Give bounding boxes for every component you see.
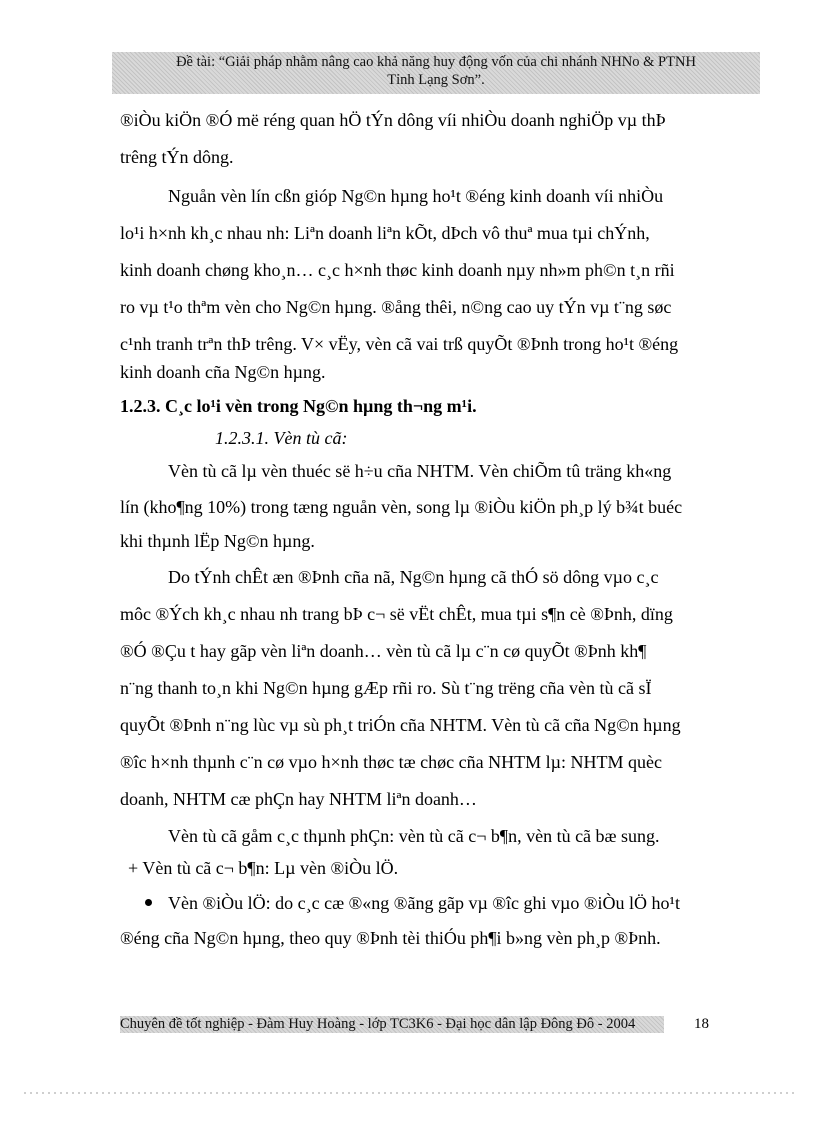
list-item: + Vèn tù cã c¬ b¶n: Lµ vèn ®iÒu lÖ. — [128, 858, 399, 878]
bullet-item — [145, 891, 680, 915]
body-line: c¹nh tranh trªn thÞ trêng. V× vËy, vèn cã vai trß quyÕt ®Þnh trong ho¹t ®éng — [120, 334, 679, 354]
body-line: Nguån vèn lín cßn gióp Ng©n hµng ho¹t ®éng kinh doanh víi nhiÒu — [168, 186, 664, 206]
bullet-text: Vèn ®iÒu lÖ: do c¸c cæ ®«ng ®ãng gãp vµ ®îc ghi vµo ®iÒu lÖ ho¹t — [168, 893, 680, 913]
body-line: Do tÝnh chÊt æn ®Þnh cña nã, Ng©n hµng cã thÓ sö dông vµo c¸c — [168, 567, 659, 587]
header-line-2: Tỉnh Lạng Sơn”. — [387, 72, 485, 88]
body-line: quyÕt ®Þnh n¨ng lùc vµ sù ph¸t triÓn cña NHTM. Vèn tù cã cña Ng©n hµng — [120, 715, 681, 735]
body-line: ro vµ t¹o thªm vèn cho Ng©n hµng. ®ång thêi, n©ng cao uy tÝn vµ t¨ng søc — [120, 297, 672, 317]
body-line: trêng tÝn dông. — [120, 147, 234, 167]
body-line: Vèn tù cã gåm c¸c thµnh phÇn: vèn tù cã c¬ b¶n, vèn tù cã bæ sung. — [168, 826, 660, 846]
header-line-1: Đề tài: “Giải pháp nhằm nâng cao khả năng huy động vốn của chi nhánh NHNo & PTNH — [176, 54, 696, 70]
body-line: ®iÒu kiÖn ®Ó më réng quan hÖ tÝn dông víi nhiÒu doanh nghiÖp vµ thÞ — [120, 110, 666, 130]
bullet-icon — [145, 899, 152, 906]
subsection-heading: 1.2.3.1. Vèn tù cã: — [215, 428, 348, 448]
body-line: ®éng cña Ng©n hµng, theo quy ®Þnh tèi thiÓu ph¶i b»ng vèn ph¸p ®Þnh. — [120, 928, 661, 948]
body-line: khi thµnh lËp Ng©n hµng. — [120, 531, 315, 551]
page-bottom-divider — [24, 1092, 794, 1094]
body-line: lín (kho¶ng 10%) trong tæng nguån vèn, song lµ ®iÒu kiÖn ph¸p lý b¾t buéc — [120, 497, 683, 517]
section-heading: 1.2.3. C¸c lo¹i vèn trong Ng©n hµng th¬ng m¹i. — [120, 396, 477, 416]
body-line: ®îc h×nh thµnh c¨n cø vµo h×nh thøc tæ chøc cña NHTM lµ: NHTM quèc — [120, 752, 662, 772]
page-number: 18 — [694, 1016, 709, 1032]
body-line: kinh doanh chøng kho¸n… c¸c h×nh thøc kinh doanh nµy nh»m ph©n t¸n rñi — [120, 260, 675, 280]
body-line: n¨ng thanh to¸n khi Ng©n hµng gÆp rñi ro. Sù t¨ng trëng cña vèn tù cã sÏ — [120, 678, 652, 698]
body-line: môc ®Ých kh¸c nhau nh trang bÞ c¬ së vËt chÊt, mua tµi s¶n cè ®Þnh, dïng — [120, 604, 673, 624]
body-line: ®Ó ®Çu t hay gãp vèn liªn doanh… vèn tù cã lµ c¨n cø quyÕt ®Þnh kh¶ — [120, 641, 647, 661]
page-footer: Chuyên đề tốt nghiệp - Đàm Huy Hoàng - lớp TC3K6 - Đại học dân lập Đông Đô - 2004 — [120, 1016, 664, 1033]
body-line: doanh, NHTM cæ phÇn hay NHTM liªn doanh… — [120, 789, 477, 809]
body-line: kinh doanh cña Ng©n hµng. — [120, 362, 326, 382]
page-header — [112, 52, 760, 94]
body-line: Vèn tù cã lµ vèn thuéc së h÷u cña NHTM. Vèn chiÕm tû träng kh«ng — [168, 461, 672, 481]
body-line: lo¹i h×nh kh¸c nhau nh: Liªn doanh liªn kÕt, dÞch vô thuª mua tµi chÝnh, — [120, 223, 650, 243]
